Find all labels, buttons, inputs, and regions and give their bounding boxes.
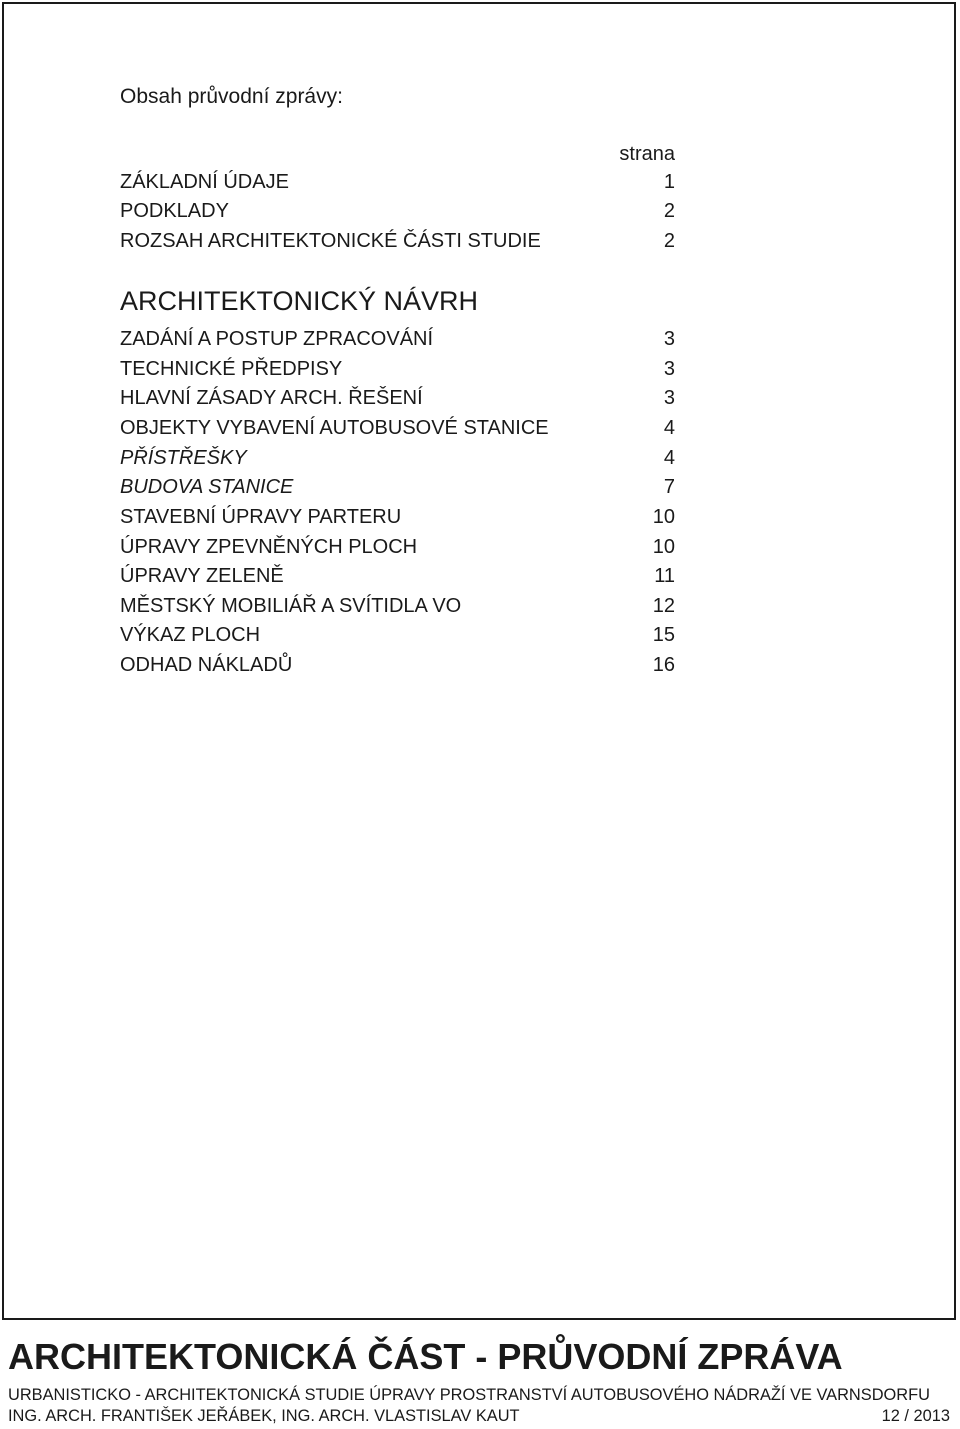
contents-heading: Obsah průvodní zprávy: bbox=[120, 85, 343, 108]
toc-label: MĚSTSKÝ MOBILIÁŘ A SVÍTIDLA VO bbox=[120, 595, 462, 617]
toc-label: ÚPRAVY ZPEVNĚNÝCH PLOCH bbox=[120, 536, 418, 558]
toc-page: 3 bbox=[663, 358, 675, 380]
toc-label: VÝKAZ PLOCH bbox=[120, 624, 261, 646]
toc-row-rozsah[interactable] bbox=[120, 229, 675, 253]
toc-label: PŘÍSTŘEŠKY bbox=[120, 447, 247, 469]
toc-row-stavebni-upravy[interactable] bbox=[120, 505, 675, 529]
toc-page: 4 bbox=[663, 417, 675, 439]
toc-row-objekty[interactable] bbox=[120, 416, 675, 440]
toc-row-zadani[interactable] bbox=[120, 327, 675, 351]
toc-page: 1 bbox=[663, 171, 675, 193]
toc-page: 3 bbox=[663, 387, 675, 409]
toc-page: 12 bbox=[652, 595, 675, 617]
toc-row-pristresky[interactable] bbox=[120, 446, 675, 470]
toc-page: 4 bbox=[663, 447, 675, 469]
toc-label: HLAVNÍ ZÁSADY ARCH. ŘEŠENÍ bbox=[120, 387, 423, 409]
toc-row-mobiliar[interactable] bbox=[120, 594, 675, 618]
footer-date: 12 / 2013 bbox=[881, 1407, 950, 1425]
toc-page: 10 bbox=[652, 536, 675, 558]
toc-row-zakladni-udaje[interactable] bbox=[120, 170, 675, 194]
toc-label: STAVEBNÍ ÚPRAVY PARTERU bbox=[120, 506, 402, 528]
toc-row-hlavni-zasady[interactable] bbox=[120, 386, 675, 410]
footer-authors: ING. ARCH. FRANTIŠEK JEŘÁBEK, ING. ARCH. VLASTISLAV KAUT bbox=[8, 1407, 520, 1425]
toc-label: OBJEKTY VYBAVENÍ AUTOBUSOVÉ STANICE bbox=[120, 417, 549, 439]
toc-label: BUDOVA STANICE bbox=[120, 476, 294, 498]
toc-row-odhad-nakladu[interactable] bbox=[120, 653, 675, 677]
toc-row-zpevnene-plochy[interactable] bbox=[120, 535, 675, 559]
toc-label: ZÁKLADNÍ ÚDAJE bbox=[120, 171, 289, 193]
toc-page: 11 bbox=[654, 565, 675, 587]
footer-subtitle: URBANISTICKO - ARCHITEKTONICKÁ STUDIE ÚPRAVY PROSTRANSTVÍ AUTOBUSOVÉHO NÁDRAŽÍ VE VARNSDORFU bbox=[8, 1386, 930, 1404]
toc-row-technicke-predpisy[interactable] bbox=[120, 357, 675, 381]
toc-row-upravy-zelene[interactable] bbox=[120, 564, 675, 588]
toc-row-budova-stanice[interactable] bbox=[120, 475, 675, 499]
toc-page: 15 bbox=[652, 624, 675, 646]
page-column-header: strana bbox=[619, 143, 675, 165]
toc-page: 7 bbox=[663, 476, 675, 498]
toc-section-label: ARCHITEKTONICKÝ NÁVRH bbox=[120, 286, 479, 316]
toc-page: 16 bbox=[652, 654, 675, 676]
toc-page: 3 bbox=[663, 328, 675, 350]
toc-label: ODHAD NÁKLADŮ bbox=[120, 654, 293, 676]
toc-label: TECHNICKÉ PŘEDPISY bbox=[120, 358, 343, 380]
toc-section-architektonicky-navrh[interactable] bbox=[120, 286, 675, 316]
toc-label: ZADÁNÍ A POSTUP ZPRACOVÁNÍ bbox=[120, 328, 434, 350]
toc-page: 2 bbox=[663, 230, 675, 252]
toc-label: ÚPRAVY ZELENĚ bbox=[120, 565, 284, 587]
toc-row-vykaz-ploch[interactable] bbox=[120, 623, 675, 647]
toc-page: 10 bbox=[652, 506, 675, 528]
toc-label: ROZSAH ARCHITEKTONICKÉ ČÁSTI STUDIE bbox=[120, 230, 541, 252]
footer-title: ARCHITEKTONICKÁ ČÁST - PRŮVODNÍ ZPRÁVA bbox=[8, 1336, 843, 1377]
toc-label: PODKLADY bbox=[120, 200, 229, 222]
toc-row-podklady[interactable] bbox=[120, 199, 675, 223]
toc-page: 2 bbox=[663, 200, 675, 222]
